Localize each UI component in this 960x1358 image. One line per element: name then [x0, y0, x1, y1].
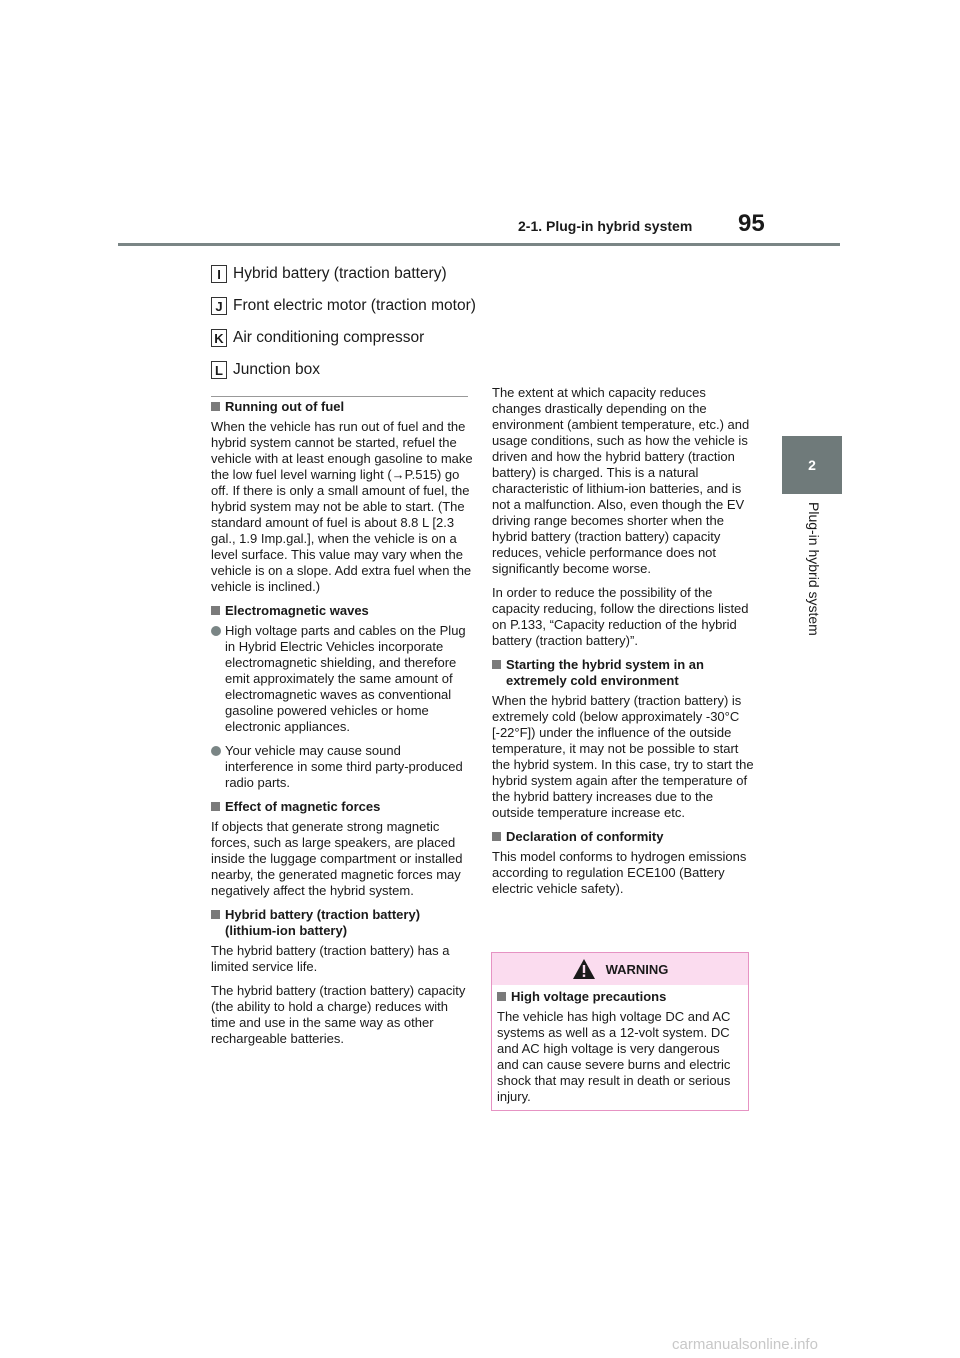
circle-bullet-icon: [211, 746, 221, 756]
warning-triangle-icon: [572, 958, 596, 980]
warning-text: The vehicle has high voltage DC and AC systems as well as a 12-volt system. DC and AC high voltage is very dangerous and can cause severe burns and electric shock that may result in death or serious injury.: [497, 1009, 731, 1104]
header-divider: [118, 243, 840, 246]
column-divider: [211, 396, 468, 397]
legend-item: [211, 258, 476, 290]
circle-bullet-icon: [211, 626, 221, 636]
legend-key: K: [211, 329, 227, 347]
watermark: carmanualsonline.info: [672, 1336, 818, 1353]
square-bullet-icon: [211, 402, 220, 411]
section-heading: Running out of fuel: [211, 399, 473, 415]
body-text: This model conforms to hydrogen emissions according to regulation ECE100 (Battery electric vehicle safety).: [492, 849, 747, 896]
section-heading: Declaration of conformity: [492, 829, 754, 845]
right-column: [492, 385, 754, 905]
square-bullet-icon: [497, 992, 506, 1001]
legend-text: Air conditioning compressor: [233, 329, 425, 346]
warning-box: [491, 952, 749, 1111]
legend-text: Junction box: [233, 361, 321, 378]
warning-body: [492, 985, 748, 1105]
section-heading: Starting the hybrid system in an extremely cold environment: [492, 657, 754, 689]
section-heading: Electromagnetic waves: [211, 603, 473, 619]
legend-text: Hybrid battery (traction battery): [233, 265, 447, 282]
legend-item: [211, 290, 476, 322]
body-text: If objects that generate strong magnetic forces, such as large speakers, are placed inside the luggage compartment or installed nearby, the generated magnetic forces may negatively affect the hybrid system.: [211, 819, 463, 898]
square-bullet-icon: [211, 910, 220, 919]
square-bullet-icon: [492, 832, 501, 841]
square-bullet-icon: [211, 802, 220, 811]
section-heading: Effect of magnetic forces: [211, 799, 473, 815]
legend-key: I: [211, 265, 227, 283]
body-text: When the vehicle has run out of fuel and the hybrid system cannot be started, refuel the vehicle with at least enough gasoline to make the low fuel level warning light (→P.515) go off. If there is only a small amount of fuel, the hybrid system may not be able to start. (The standard amount of fuel is about 8.8 L [2.3 gal., 1.9 Imp.gal.], when the vehicle is on a level surface. This value may vary when the vehicle is on a slope. Add extra fuel when the vehicle is inclined.): [211, 419, 473, 594]
body-text: The hybrid battery (traction battery) capacity (the ability to hold a charge) reduces with time and use in the same way as other rechargeable batteries.: [211, 983, 466, 1046]
warning-header: [492, 953, 748, 985]
chapter-number: 2: [808, 457, 816, 473]
component-legend: [211, 258, 476, 386]
square-bullet-icon: [492, 660, 501, 669]
warning-heading: High voltage precautions: [497, 989, 743, 1005]
body-text: In order to reduce the possibility of the capacity reducing, follow the directions listed on P.133, “Capacity reduction of the hybrid battery (traction battery)”.: [492, 585, 749, 648]
page-number: 95: [738, 210, 765, 237]
bullet-item: High voltage parts and cables on the Plug in Hybrid Electric Vehicles incorporate electromagnetic shielding, and therefore emit approximately the same amount of electromagnetic waves as conventional gasoline powered vehicles or home electronic appliances.: [211, 623, 473, 735]
chapter-title: Plug-in hybrid system: [806, 502, 822, 636]
legend-text: Front electric motor (traction motor): [233, 297, 476, 314]
section-heading: Hybrid battery (traction battery) (lithium-ion battery): [211, 907, 473, 939]
bullet-item: Your vehicle may cause sound interference in some third party-produced radio parts.: [211, 743, 473, 791]
square-bullet-icon: [211, 606, 220, 615]
legend-item: [211, 354, 476, 386]
left-column: [211, 399, 473, 1055]
legend-key: J: [211, 297, 227, 315]
section-title: 2-1. Plug-in hybrid system: [518, 218, 693, 234]
body-text: The hybrid battery (traction battery) has a limited service life.: [211, 943, 450, 974]
body-text: The extent at which capacity reduces changes drastically depending on the environment (ambient temperature, etc.) and usage conditions, such as how the vehicle is driven and how the hybrid battery (traction battery) is charged. This is a natural characteristic of lithium-ion batteries, and is not a malfunction. Also, even though the EV driving range becomes shorter when the hybrid battery (traction battery) capacity reduces, vehicle performance does not significantly become worse.: [492, 385, 750, 576]
legend-item: [211, 322, 476, 354]
warning-title: WARNING: [605, 961, 669, 977]
legend-key: L: [211, 361, 227, 379]
body-text: When the hybrid battery (traction battery) is extremely cold (below approximately -30°C [-22°F]) under the influence of the outside temperature, it may not be possible to start the hybrid system. In this case, try to start the hybrid system again after the temperature of the hybrid battery increases due to the outside temperature increase etc.: [492, 693, 754, 820]
